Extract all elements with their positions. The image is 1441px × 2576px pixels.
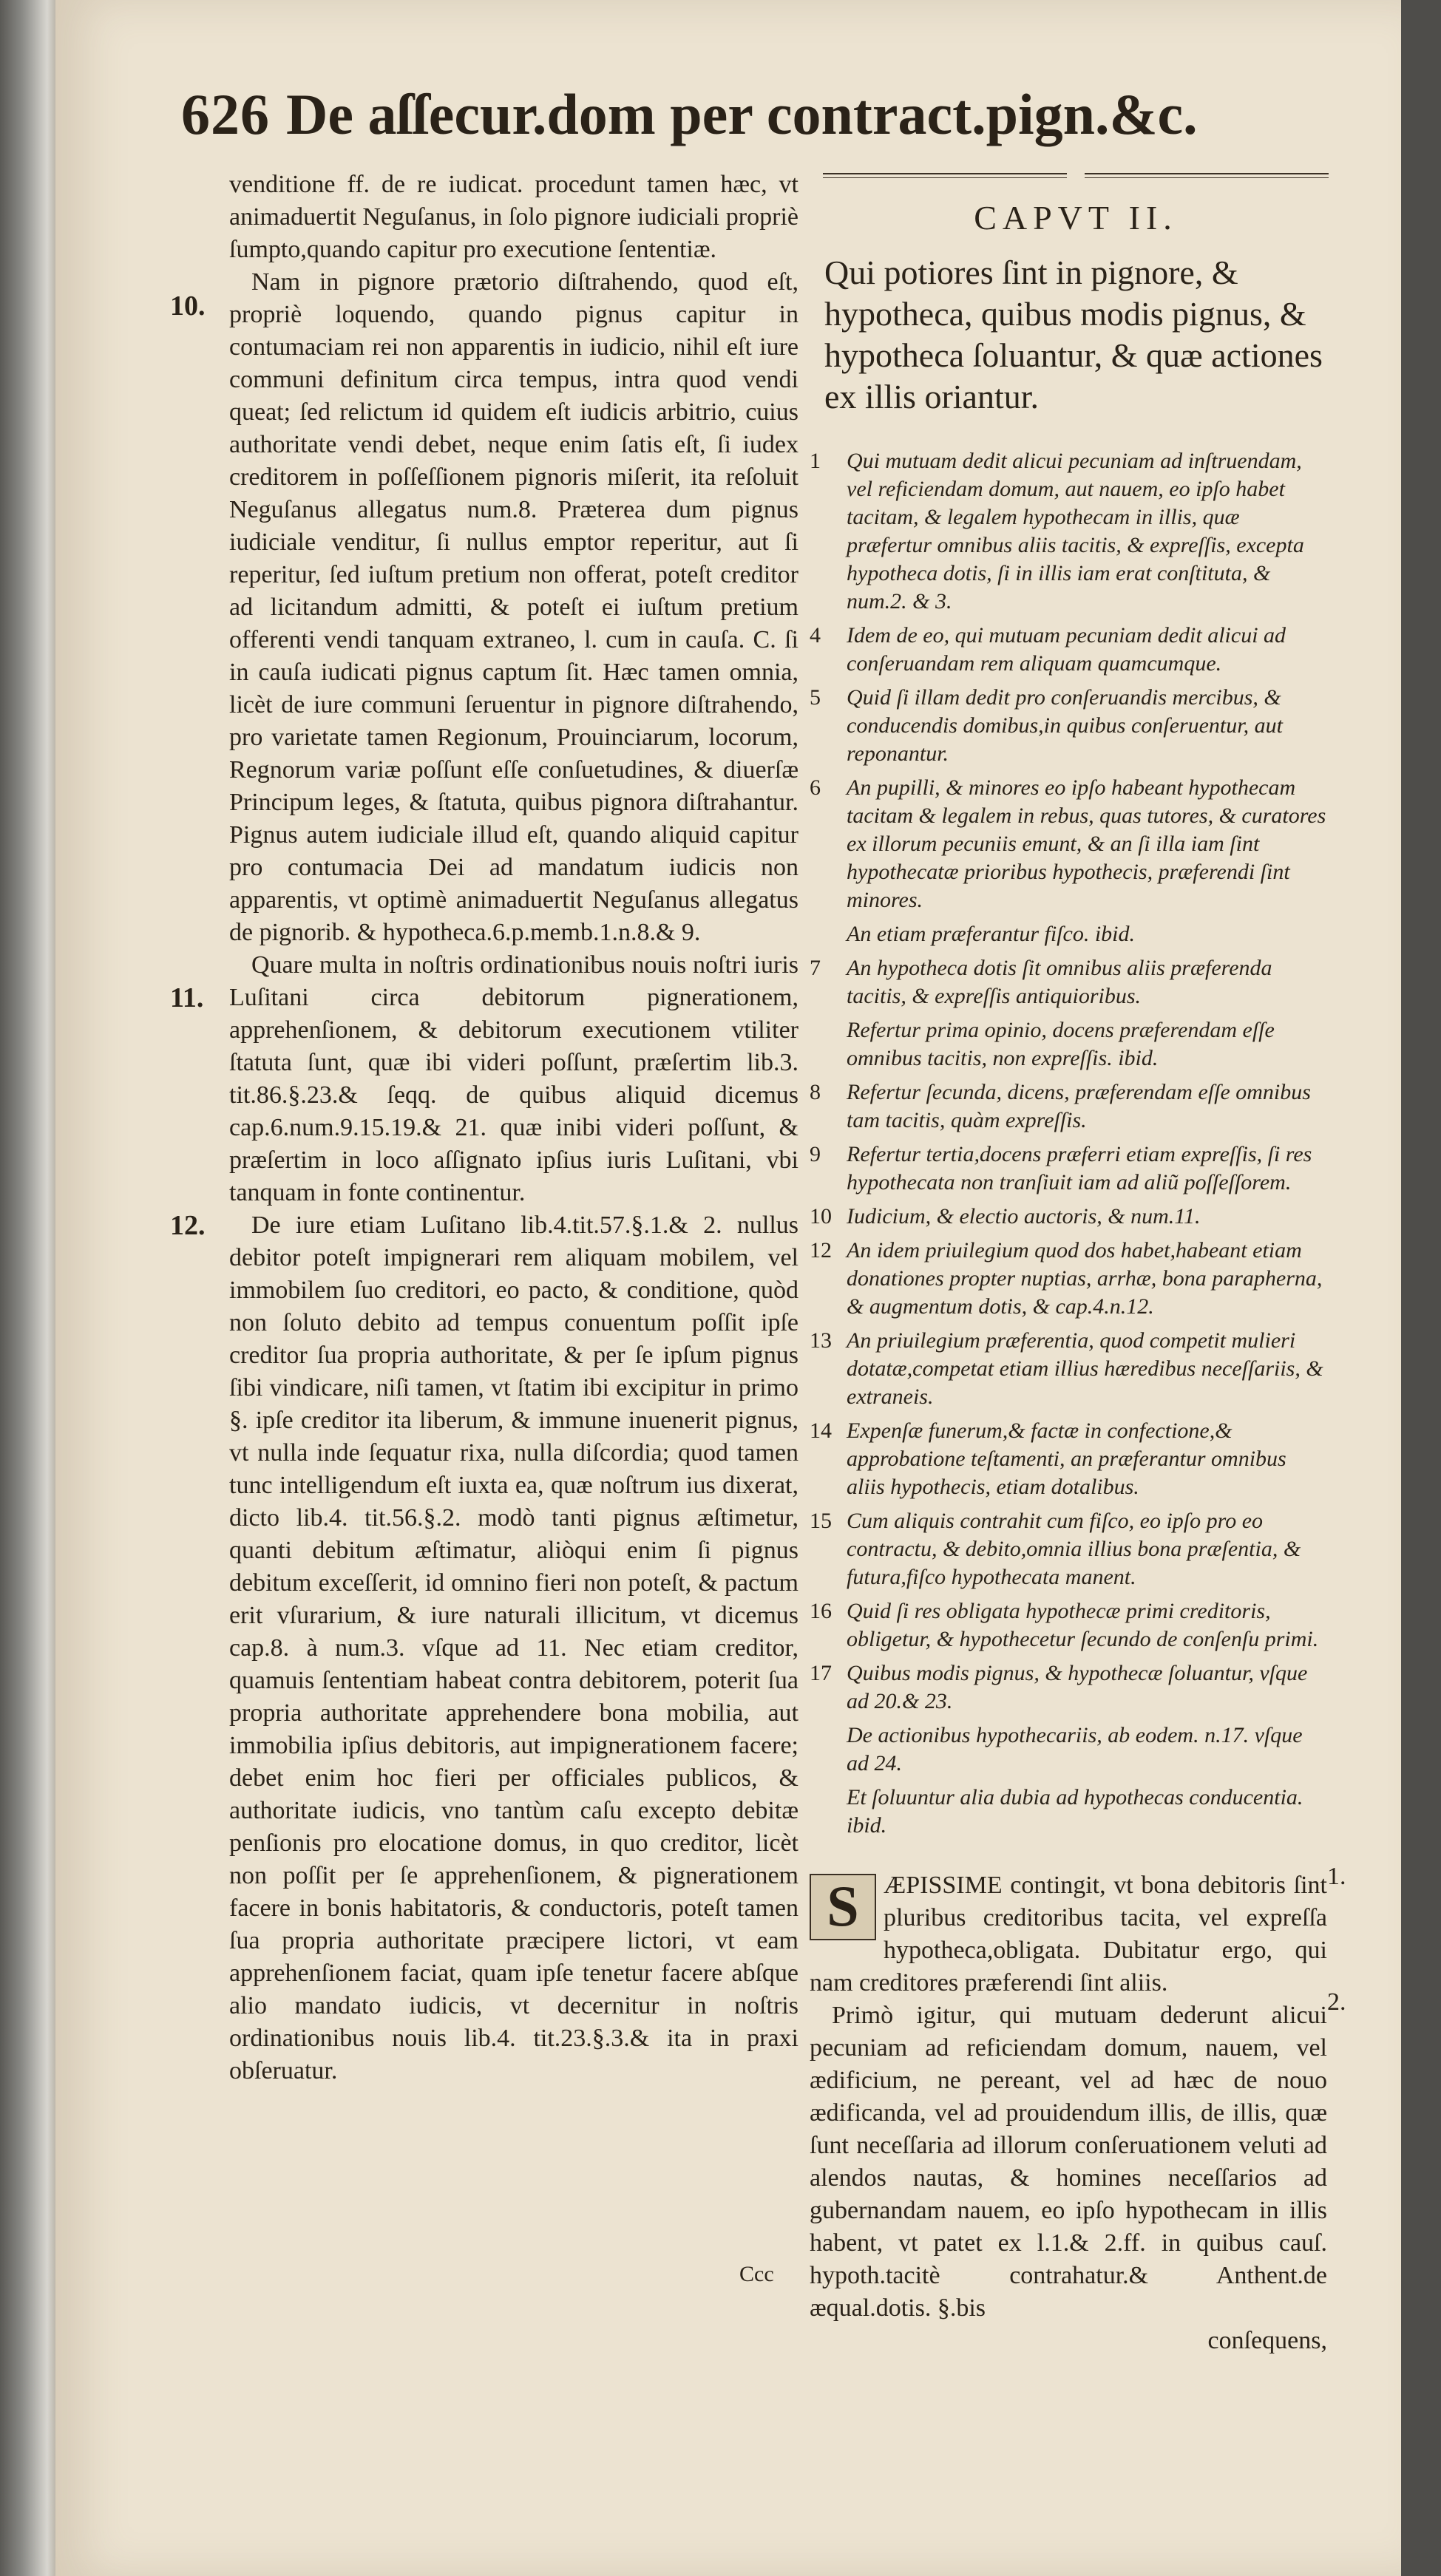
summary-text: An hypotheca dotis ſit omnibus aliis præferenda tacitis, & expreſſis antiquioribus. bbox=[847, 956, 1272, 1008]
summary-number: 12 bbox=[810, 1238, 832, 1262]
paragraph: venditione ff. de re iudicat. procedunt tamen hæc, vt animaduertit Neguſanus, in ſolo pignore iudiciali propriè ſumpto,quando capitur pro executione ſententiæ. bbox=[229, 171, 799, 263]
summary-number: 17 bbox=[810, 1661, 832, 1685]
summary-number: 13 bbox=[810, 1328, 832, 1353]
summary-text: Quid ſi res obligata hypothecæ primi creditoris, obligetur, & hypothecetur ſecundo de conſenſu primi. bbox=[847, 1599, 1319, 1651]
signature-mark: Ccc bbox=[739, 2262, 774, 2286]
summary-text: Quid ſi illam dedit pro conſeruandis mercibus, & conducendis domibus,in quibus conſeruentur, aut reponantur. bbox=[847, 685, 1283, 766]
summary-item bbox=[810, 1203, 1327, 1231]
summary-item bbox=[810, 1659, 1327, 1716]
summary-number: 4 bbox=[810, 623, 821, 648]
summary-item bbox=[810, 774, 1327, 914]
summary-text: An etiam præferantur fiſco. ibid. bbox=[847, 922, 1135, 946]
summary-text: An idem priuilegium quod dos habet,habeant etiam donationes propter nuptias, arrhæ, bona parapherna, & augmentum dotis, & cap.4.n.12. bbox=[847, 1238, 1323, 1319]
summary-text: Iudicium, & electio auctoris, & num.11. bbox=[847, 1204, 1201, 1228]
summary-number: 9 bbox=[810, 1142, 821, 1166]
paragraph: Primò igitur, qui mutuam dederunt alicui pecuniam ad reficiendam domum, nauem, vel ædificium, ne pereant, vel ad hæc de nouo ædificanda, vel ad prouidendum illis, de illis, quæ ſunt neceſſaria ad illorum conſeruationem veluti ad alendos nautas, & homines neceſſarios ad gubernandam nauem, eo ipſo hypothecam in illis habent, vt patet ex l.1.& 2.ff. in quibus cauſ. hypoth.tacitè contrahatur.& Anthent.de æqual.dotis. §.bis bbox=[810, 2002, 1327, 2322]
rule-line bbox=[1085, 173, 1329, 178]
summary-text: Quibus modis pignus, & hypothecæ ſoluantur, vſque ad 20.& 23. bbox=[847, 1661, 1308, 1713]
summary-item bbox=[810, 1141, 1327, 1197]
drop-cap: S bbox=[810, 1874, 876, 1940]
paragraph: De iure etiam Luſitano lib.4.tit.57.§.1.& 2. nullus debitor poteſt impignerari rem aliquam mobilem, vel immobilem ſuo creditori, eo pacto, & conditione, quòd non ſoluto debito ad tempus conuentum poſſit ipſe creditor ſua propria authoritate, & per ſe ipſum pignus ſibi vindicare, niſi tamen, vt ſtatim ibi excipitur in primo §. ipſe creditor ita liberum, & immune inuenerit pignus, vt nulla inde ſequatur rixa, nulla diſcordia; quod tamen tunc intelligendum eſt iuxta ea, quæ noſtrum ius dixerat, dicto lib.4. tit.56.§.2. modò tanti pignus æſtimetur, quanti debitum æſtimatur, aliòqui enim ſi pignus debitum exceſſerit, id omnino fieri non poteſt, & pactum erit vſurarium, & iure naturali illicitum, vt dicemus cap.8. à num.3. vſque ad 11. Nec etiam creditor, quamuis ſententiam habeat contra debitorem, poterit ſua propria authoritate apprehendere bona mobilia, aut immobilia ipſius debitoris, aut impignerationem facere; debet enim hoc fieri per officiales publicos, & authoritate iudicis, vno tantùm caſu excepto debitæ penſionis pro elocatione domus, in quo creditor, licèt non poſſit per ſe apprehenſionem, & pignerationem facere in bonis habitatoris, & conductoris, poteſt tamen ſua propria authoritate præcipere lictori, vt eam apprehenſionem faciat, quam ipſe tenetur facere abſque alio mandato iudicis, vt decernitur in noſtris ordinationibus nouis lib.4. tit.23.§.3.& ita in praxi obſeruatur. bbox=[229, 1211, 799, 2084]
book-edge-left bbox=[0, 0, 55, 2576]
summary-item bbox=[810, 1597, 1327, 1654]
summary-text: Cum aliquis contrahit cum fiſco, eo ipſo pro eo contractu, & debito,omnia illius bona præſentia, & futura,fiſco hypothecata manent. bbox=[847, 1509, 1301, 1589]
summary-text: Idem de eo, qui mutuam pecuniam dedit alicui ad conſeruandam rem aliquam quamcumque. bbox=[847, 623, 1286, 676]
page-number: 626 bbox=[181, 82, 270, 146]
running-title: De aſſecur.dom per contract.pign.&c. bbox=[286, 82, 1198, 146]
paragraph: ÆPISSIME contingit, vt bona debitoris ſint pluribus creditoribus tacita, vel expreſſa hypotheca,obligata. Dubitatur ergo, qui nam creditores præferendi ſint aliis. bbox=[810, 1872, 1327, 1996]
chapter-body bbox=[810, 1869, 1327, 2357]
summary-text: Refertur tertia,docens præferri etiam expreſſis, ſi res hypothecata non tranſiuit iam ad aliũ poſſeſſorem. bbox=[847, 1142, 1312, 1194]
summary-item bbox=[810, 447, 1327, 616]
chapter-heading: CAPVT II. bbox=[974, 199, 1178, 237]
summary-item bbox=[810, 920, 1327, 948]
summary-number: 15 bbox=[810, 1509, 832, 1533]
book-edge-right bbox=[1401, 0, 1441, 2576]
summary-number: 6 bbox=[810, 775, 821, 800]
summary-text: Refertur prima opinio, docens præferendam eſſe omnibus tacitis, non expreſſis. ibid. bbox=[847, 1018, 1275, 1070]
summary-item bbox=[810, 684, 1327, 768]
summary-number: 14 bbox=[810, 1418, 832, 1443]
margin-number: 2. bbox=[1327, 1988, 1346, 2016]
summary-text: An pupilli, & minores eo ipſo habeant hypothecam tacitam & legalem in rebus, quas tutores, & curatores ex illorum pecuniis emunt, & an ſi illa iam ſint hypothecatæ prioribus hypothecis, præferendi ſint minores. bbox=[847, 775, 1326, 912]
margin-number: 11. bbox=[170, 982, 204, 1013]
header-rules bbox=[810, 169, 1342, 182]
summary-item bbox=[810, 622, 1327, 678]
left-column bbox=[229, 169, 799, 2087]
summary-item bbox=[810, 954, 1327, 1010]
summary-text: An priuilegium præferentia, quod competit mulieri dotatæ,competat etiam illius hæredibus neceſſariis, & extraneis. bbox=[847, 1328, 1323, 1409]
summary-number: 16 bbox=[810, 1599, 832, 1623]
summary-item bbox=[810, 1784, 1327, 1840]
summary-text: De actionibus hypothecariis, ab eodem. n.17. vſque ad 24. bbox=[847, 1723, 1303, 1775]
paragraph: Quare multa in noſtris ordinationibus nouis noſtri iuris Luſitani circa debitorum pignerationem, apprehenſionem, & debitorum executionem vtiliter ſtatuta ſunt, quæ ibi videri poſſunt, præſertim lib.3. tit.86.§.23.& ſeqq. de quibus aliquid dicemus cap.6.num.9.15.19.& 21. quæ inibi videri poſſunt, & præſertim in loco aſſignato ipſius iuris Luſitani, vbi tanquam in fonte continentur. bbox=[229, 951, 799, 1206]
chapter-title: Qui potiores ſint in pignore, & hypotheca, quibus modis pignus, & hypotheca ſoluantur, & quæ actiones ex illis oriantur. bbox=[824, 254, 1323, 415]
catchword: conſequens, bbox=[1207, 2327, 1327, 2354]
summary-number: 8 bbox=[810, 1080, 821, 1104]
summary-number: 7 bbox=[810, 956, 821, 980]
summary-number: 1 bbox=[810, 449, 821, 473]
margin-number: 12. bbox=[170, 1210, 206, 1241]
rule-line bbox=[823, 173, 1067, 178]
summary-text: Refertur ſecunda, dicens, præferendam eſſe omnibus tam tacitis, quàm expreſſis. bbox=[847, 1080, 1311, 1132]
summary-number: 10 bbox=[810, 1204, 832, 1228]
summary-text: Et ſoluuntur alia dubia ad hypothecas conducentia. ibid. bbox=[847, 1785, 1303, 1838]
summary-number: 5 bbox=[810, 685, 821, 710]
summary-item bbox=[810, 1507, 1327, 1591]
summary-item bbox=[810, 1078, 1327, 1135]
page-header bbox=[181, 81, 1290, 170]
summary-item bbox=[810, 1016, 1327, 1073]
margin-number: 1. bbox=[1327, 1863, 1346, 1890]
chapter-summary bbox=[810, 447, 1327, 1840]
summary-item bbox=[810, 1237, 1327, 1321]
margin-number: 10. bbox=[170, 290, 206, 322]
paragraph: Nam in pignore prætorio diſtrahendo, quod eſt, propriè loquendo, quando pignus capitur in contumaciam rei non apparentis in iudicio, nihil eſt iure communi definitum circa tempus, intra quod vendi queat; ſed relictum id quidem eſt iudicis arbitrio, cuius authoritate vendi debet, neque enim ſatis eſt, ſi iudex creditorem in poſſeſſionem pignoris miſerit, ita reſoluit Neguſanus allegatus num.8. Præterea dum pignus iudiciale venditur, ſi nullus emptor reperitur, aut ſi reperitur, ſed iuſtum pretium non offerat, poteſt creditor ad licitandum admitti, & poteſt ei iuſtum pretium offerenti vendi tanquam extraneo, l. cum in cauſa. C. ſi in cauſa iudicati pignus captum ſit. Hæc tamen omnia, licèt de iure communi ſeruentur in pignore diſtrahendo, pro varietate tamen Regionum, Prouinciarum, locorum, Regnorum variæ poſſunt eſſe conſuetudines, & diuerſæ Principum leges, & ſtatuta, quibus pignora diſtrahantur. Pignus autem iudiciale illud eſt, quando aliquid capitur pro contumacia Dei ad mandatum iudicis non apparentis, vt optimè animaduertit Neguſanus allegatus de pignorib. & hypotheca.6.p.memb.1.n.8.& 9. bbox=[229, 268, 799, 946]
summary-item bbox=[810, 1327, 1327, 1411]
summary-text: Qui mutuam dedit alicui pecuniam ad inſtruendam, vel reficiendam domum, aut nauem, eo ipſo habet tacitam, & legalem hypothecam in illis, quæ præfertur omnibus aliis tacitis, & expreſſis, excepta hypotheca dotis, ſi in illis iam erat conſtituta, & num.2. & 3. bbox=[847, 449, 1304, 614]
summary-item bbox=[810, 1417, 1327, 1501]
summary-text: Expenſæ funerum,& factæ in confectione,& approbatione teſtamenti, an præferantur omnibus aliis hypothecis, etiam dotalibus. bbox=[847, 1418, 1286, 1499]
summary-item bbox=[810, 1722, 1327, 1778]
right-column bbox=[810, 169, 1342, 2357]
